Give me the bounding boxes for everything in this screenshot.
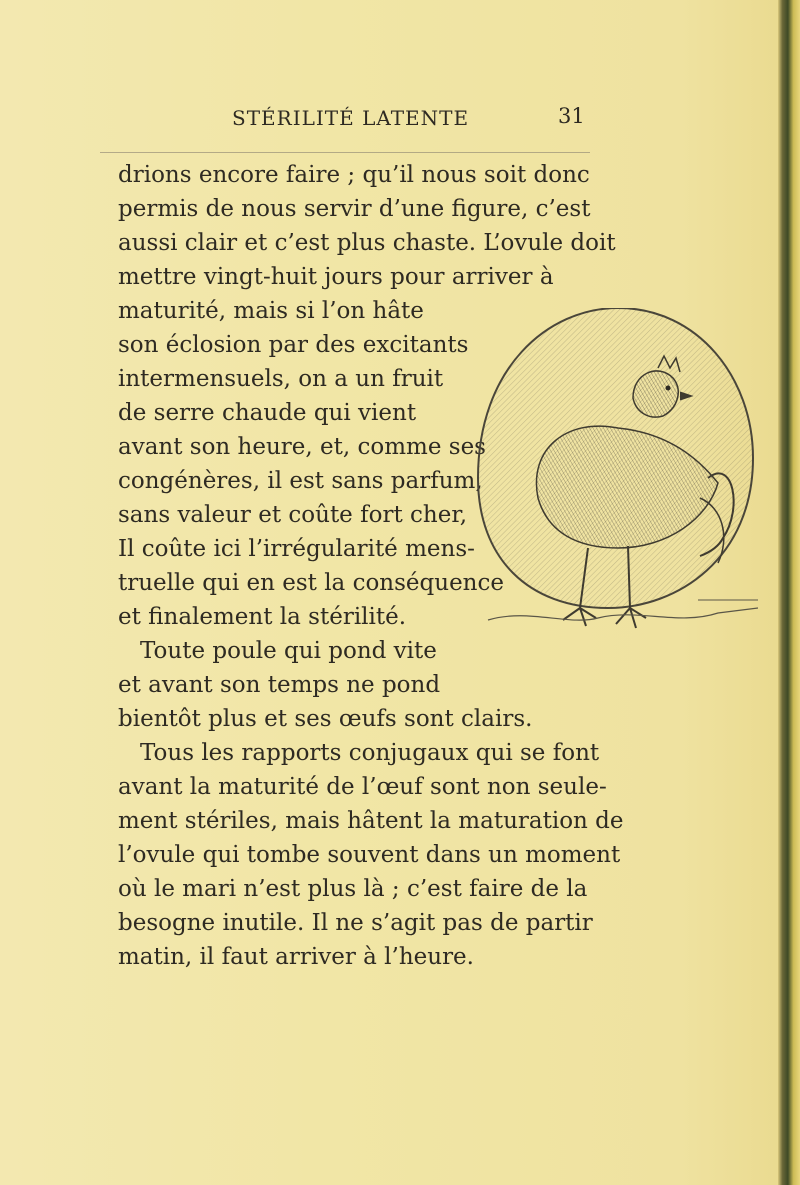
text-line: ment stériles, mais hâtent la maturation de [118,808,624,834]
text-line: Il coûte ici l’irrégularité mens- [118,536,475,562]
running-title: STÉRILITÉ LATENTE [232,106,470,130]
text-line: l’ovule qui tombe souvent dans un moment [118,842,621,868]
text-line: où le mari n’est plus là ; c’est faire de la [118,876,588,902]
text-line: avant son heure, et, comme ses [118,434,486,460]
text-line: son éclosion par des excitants [118,332,469,358]
text-line: mettre vingt-huit jours pour arriver à [118,264,554,290]
text-line: besogne inutile. Il ne s’agit pas de partir [118,910,593,936]
text-line: matin, il faut arriver à l’heure. [118,944,474,970]
text-line: de serre chaude qui vient [118,400,417,426]
text-line: bientôt plus et ses œufs sont clairs. [118,706,533,732]
page-edge [778,0,800,1185]
page-number: 31 [558,104,585,128]
text-line: avant la maturité de l’œuf sont non seule- [118,774,607,800]
text-line: Toute poule qui pond vite [140,638,437,664]
text-line: drions encore faire ; qu’il nous soit donc [118,162,590,188]
page-header [232,106,592,136]
text-line: aussi clair et c’est plus chaste. L’ovule doit [118,230,616,256]
text-line: truelle qui en est la conséquence [118,570,504,596]
text-line: sans valeur et coûte fort cher, [118,502,468,528]
text-line: maturité, mais si l’on hâte [118,298,424,324]
text-line: et finalement la stérilité. [118,604,407,630]
text-line: permis de nous servir d’une figure, c’est [118,196,591,222]
text-line: et avant son temps ne pond [118,672,441,698]
hen-in-egg-icon [468,308,758,658]
text-line: intermensuels, on a un fruit [118,366,444,392]
text-line: congénères, il est sans parfum, [118,468,483,494]
header-rule [100,152,590,153]
text-line: Tous les rapports conjugaux qui se font [140,740,600,766]
